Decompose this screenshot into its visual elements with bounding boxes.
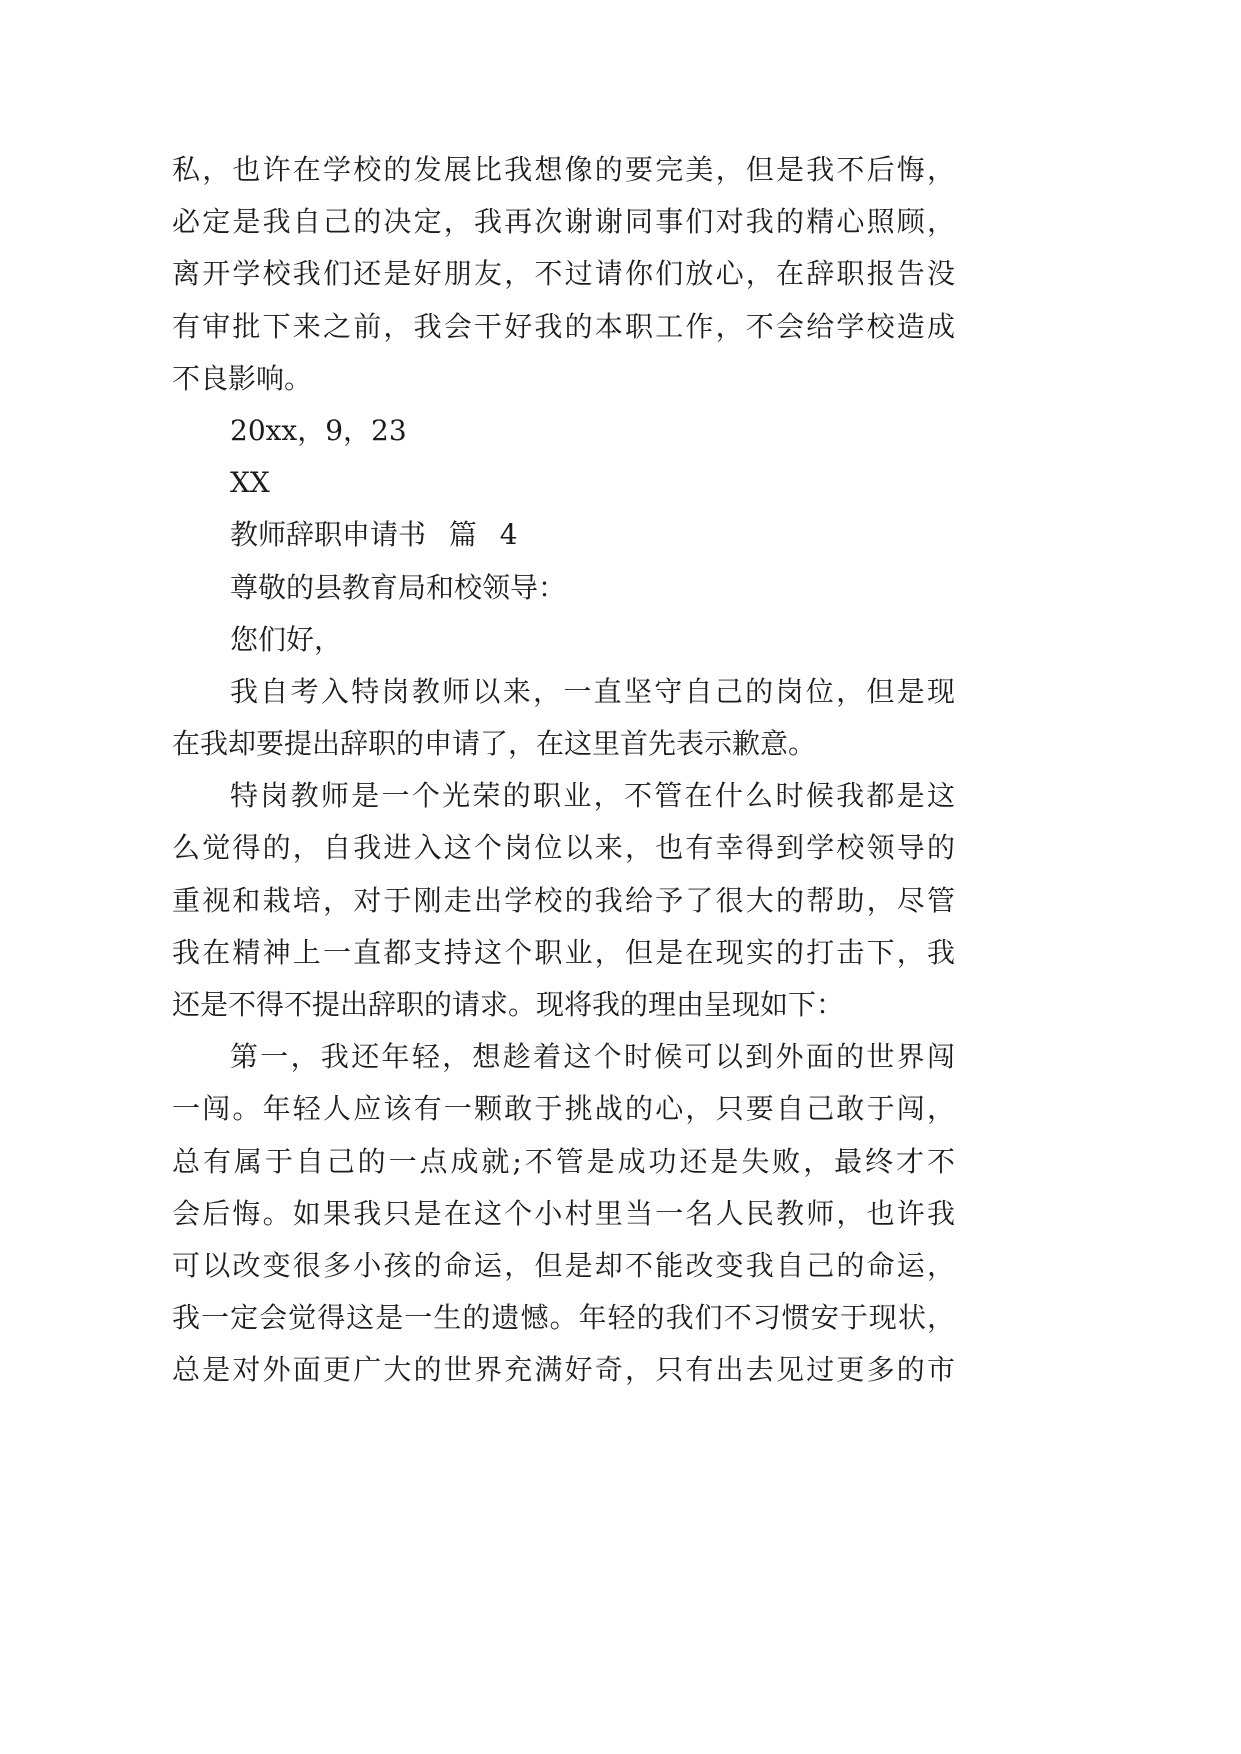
paragraph-line: 特岗教师是一个光荣的职业，不管在什么时候我都是这 bbox=[230, 779, 955, 813]
paragraph-line: 私，也许在学校的发展比我想像的要完美，但是我不后悔， bbox=[172, 153, 955, 186]
paragraph-line: 么觉得的，自我进入这个岗位以来，也有幸得到学校领导的 bbox=[172, 831, 955, 865]
date-line: 20xx，9，23 bbox=[230, 413, 407, 447]
paragraph-line: 离开学校我们还是好朋友，不过请你们放心，在辞职报告没 bbox=[172, 257, 955, 291]
section-title: 教师辞职申请书 篇 4 bbox=[230, 518, 518, 552]
paragraph-line: 可以改变很多小孩的命运，但是却不能改变我自己的命运， bbox=[172, 1248, 955, 1282]
signature: XX bbox=[230, 466, 270, 500]
paragraph-line: 我自考入特岗教师以来，一直坚守自己的岗位，但是现 bbox=[230, 674, 955, 708]
paragraph-line: 我一定会觉得这是一生的遗憾。年轻的我们不习惯安于现状， bbox=[172, 1301, 955, 1335]
salutation: 尊敬的县教育局和校领导： bbox=[230, 570, 567, 604]
greeting: 您们好， bbox=[230, 622, 343, 656]
paragraph-line: 重视和栽培，对于刚走出学校的我给予了很大的帮助，尽管 bbox=[172, 883, 955, 917]
paragraph-line: 不良影响。 bbox=[172, 361, 313, 395]
paragraph-line: 在我却要提出辞职的申请了，在这里首先表示歉意。 bbox=[172, 727, 817, 761]
paragraph-line: 我在精神上一直都支持这个职业，但是在现实的打击下，我 bbox=[172, 935, 955, 969]
paragraph-line: 总是对外面更广大的世界充满好奇，只有出去见过更多的市 bbox=[172, 1353, 955, 1387]
paragraph-line: 必定是我自己的决定，我再次谢谢同事们对我的精心照顾， bbox=[172, 205, 955, 239]
paragraph-line: 一闯。年轻人应该有一颗敢于挑战的心，只要自己敢于闯， bbox=[172, 1092, 955, 1126]
paragraph-line: 会后悔。如果我只是在这个小村里当一名人民教师，也许我 bbox=[172, 1196, 955, 1230]
paragraph-line: 有审批下来之前，我会干好我的本职工作，不会给学校造成 bbox=[172, 309, 955, 343]
document-body bbox=[172, 144, 955, 1397]
paragraph-line: 还是不得不提出辞职的请求。现将我的理由呈现如下： bbox=[172, 988, 845, 1021]
paragraph-line: 第一，我还年轻，想趁着这个时候可以到外面的世界闯 bbox=[230, 1040, 955, 1074]
paragraph-line: 总有属于自己的一点成就;不管是成功还是失败，最终才不 bbox=[172, 1144, 955, 1178]
